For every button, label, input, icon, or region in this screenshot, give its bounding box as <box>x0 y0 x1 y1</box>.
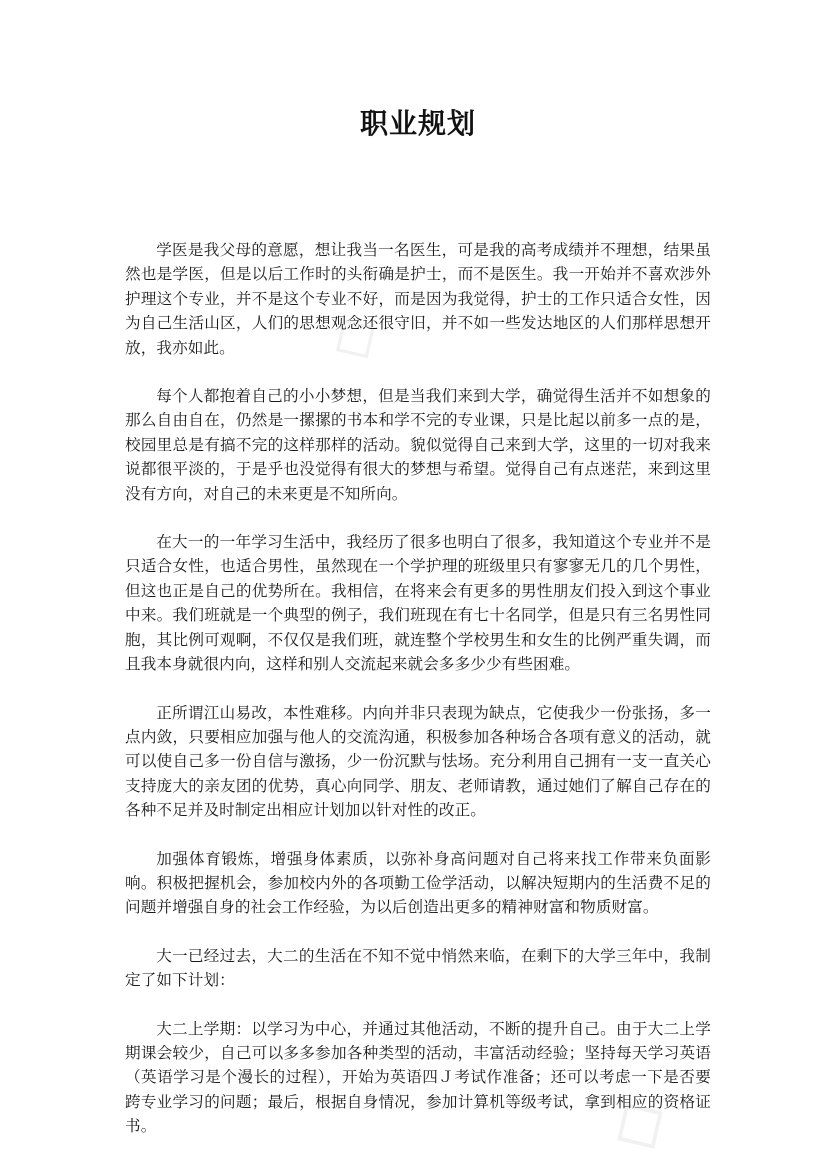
watermark-logo: ◇ <box>314 293 392 377</box>
paragraph-5: 加强体育锻炼，增强身体素质，以弥补身高问题对自己将来找工作带来负面影响。积极把握机会，参加校内外的各项勤工俭学活动，以解决短期内的生活费不足的问题并增强自身的社会工作经验，为以后创造出更多的精神财富和物质财富。 <box>125 849 711 917</box>
paragraph-6: 大一已经过去，大二的生活在不知不觉中悄然来临，在剩下的大学三年中，我制定了如下计划： <box>125 946 711 990</box>
watermark-logo: ◇ <box>592 1071 682 1171</box>
paragraph-3: 在大一的一年学习生活中，我经历了很多也明白了很多，我知道这个专业并不是只适合女性，也适合男性，虽然现在一个学护理的班级里只有寥寥无几的几个男性，但这也正是自己的优势所在。我相信，在将来会有更多的男性朋友们投入到这个事业中来。我们班就是一个典型的例子，我们班现在有七十名同学，但是只有三名男性同胞，其比例可观啊，不仅仅是我们班，就连整个学校男生和女生的比例严重失调，而且我本身就很内向，这样和别人交流起来就会多多少少有些困难。 <box>125 533 711 674</box>
paragraph-2: 每个人都抱着自己的小小梦想，但是当我们来到大学，确觉得生活并不如想象的那么自由自在，仍然是一摞摞的书本和学不完的专业课，只是比起以前多一点的是，校园里总是有搞不完的这样那样的活动。貌似觉得自己来到大学，这里的一切对我来说都很平淡的，于是乎也没觉得有很大的梦想与希望。觉得自己有点迷茫，来到这里没有方向，对自己的未来更是不知所向。 <box>125 387 711 503</box>
paragraph-4: 正所谓江山易改，本性难移。内向并非只表现为缺点，它使我少一份张扬，多一点内敛，只要相应加强与他人的交流沟通，积极参加各种场合各项有意义的活动，就可以使自己多一份自信与激扬，少一份沉默与怯场。充分利用自己拥有一支一直关心支持庞大的亲友团的优势，真心向同学、朋友、老师请教，通过她们了解自己存在的各种不足并及时制定出相应计划加以针对性的改正。 <box>125 703 711 820</box>
document-page <box>125 104 711 1163</box>
paragraph-7: 大二上学期：以学习为中心，并通过其他活动，不断的提升自己。由于大二上学期课会较少，自己可以多多参加各种类型的活动，丰富活动经验；坚持每天学习英语（英语学习是个漫长的过程），开始为英语四Ｊ考试作准备；还可以考虑一下是否要跨专业学习的问题；最后，根据自身情况，参加计算机等级考试，拿到相应的资格证书。 <box>125 1019 711 1136</box>
paragraph-1: 学医是我父母的意愿，想让我当一名医生，可是我的高考成绩并不理想，结果虽然也是学医，但是以后工作时的头衔确是护士，而不是医生。我一开始并不喜欢涉外护理这个专业，并不是这个专业不好，而是因为我觉得，护士的工作只适合女性，因为自己生活山区，人们的思想观念还很守旧，并不如一些发达地区的人们那样思想开放，我亦如此。 <box>125 241 711 357</box>
document-title: 职业规划 <box>359 107 476 140</box>
